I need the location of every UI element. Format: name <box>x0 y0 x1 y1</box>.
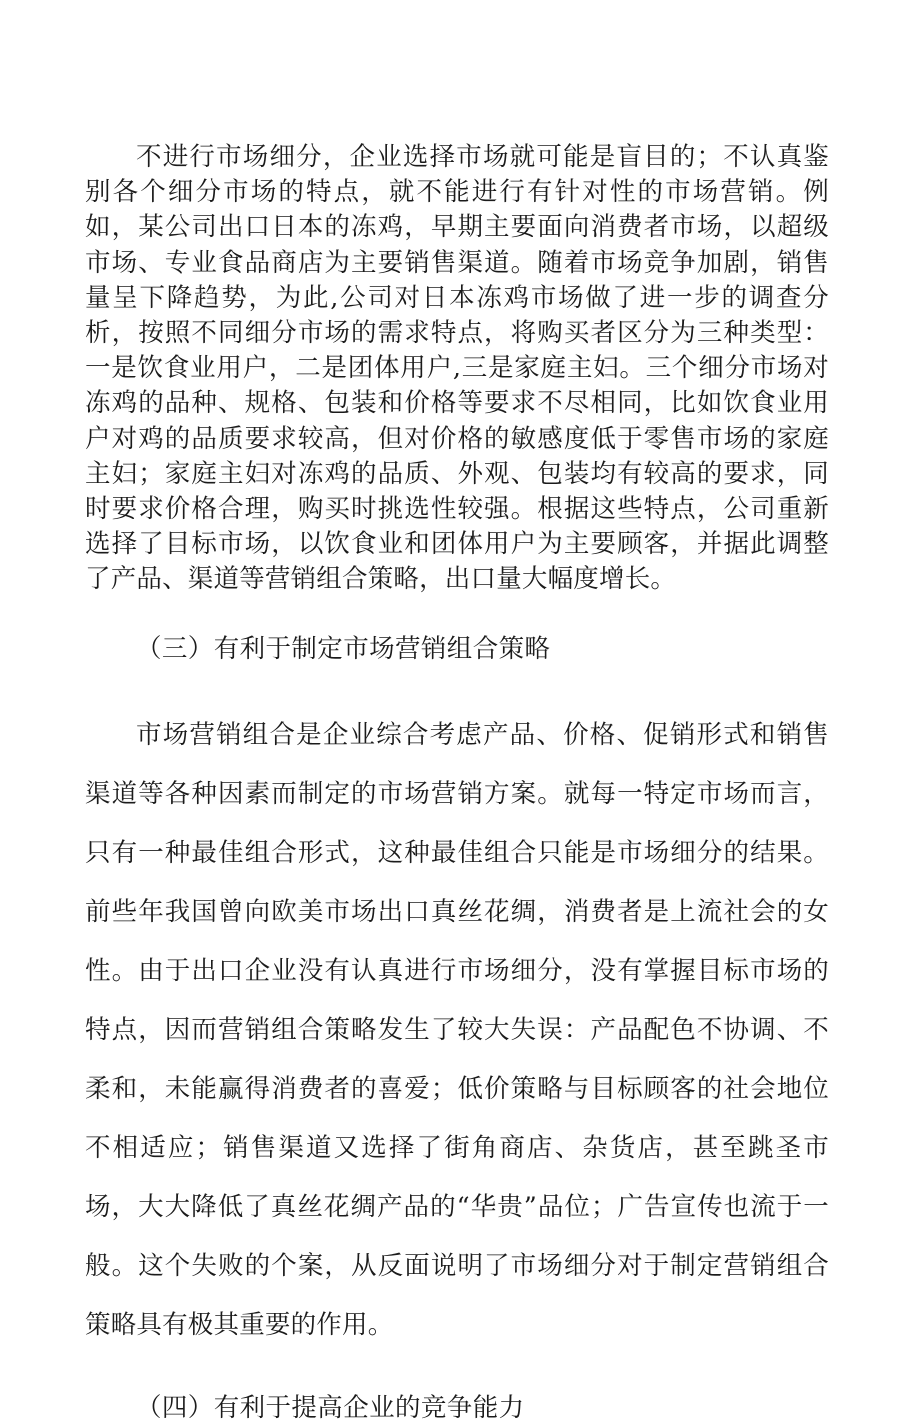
paragraph-spacer <box>85 1355 829 1391</box>
body-paragraph-2: 市场营销组合是企业综合考虑产品、价格、促销形式和销售渠道等各种因素而制定的市场营销方案。就每一特定市场而言，只有一种最佳组合形式，这种最佳组合只能是市场细分的结果。前些年我国曾向欧美市场出口真丝花绸，消费者是上流社会的女性。由于出口企业没有认真进行市场细分，没有掌握目标市场的特点，因而营销组合策略发生了较大失误：产品配色不协调、不柔和，未能赢得消费者的喜爱；低价策略与目标顾客的社会地位不相适应；销售渠道又选择了街角商店、杂货店，甚至跳圣市场，大大降低了真丝花绸产品的“华贵”品位；广告宣传也流于一般。这个失败的个案，从反面说明了市场细分对于制定营销组合策略具有极其重要的作用。 <box>85 719 829 1340</box>
section-heading-four: （四）有利于提高企业的竞争能力 <box>136 1392 525 1423</box>
body-paragraph-1: 不进行市场细分，企业选择市场就可能是盲目的；不认真鉴别各个细分市场的特点，就不能进行有针对性的市场营销。例如，某公司出口日本的冻鸡，早期主要面向消费者市场，以超级市场、专业食品商店为主要销售渠道。随着市场竞争加剧，销售量呈下降趋势，为此,公司对日本冻鸡市场做了进一步的调查分析，按照不同细分市场的需求特点，将购买者区分为三种类型：一是饮食业用户，二是团体用户,三是家庭主妇。三个细分市场对冻鸡的品种、规格、包装和价格等要求不尽相同，比如饮食业用户对鸡的品质要求较高，但对价格的敏感度低于零售市场的家庭主妇；家庭主妇对冻鸡的品质、外观、包装均有较高的要求，同时要求价格合理，购买时挑选性较强。根据这些特点，公司重新选择了目标市场，以饮食业和团体用户为主要顾客，并据此调整了产品、渠道等营销组合策略，出口量大幅度增长。 <box>85 142 829 595</box>
heading-spacer <box>85 667 829 706</box>
section-heading-three: （三）有利于制定市场营销组合策略 <box>136 633 551 664</box>
document-body <box>85 140 829 1426</box>
paragraph-spacer <box>85 598 829 632</box>
